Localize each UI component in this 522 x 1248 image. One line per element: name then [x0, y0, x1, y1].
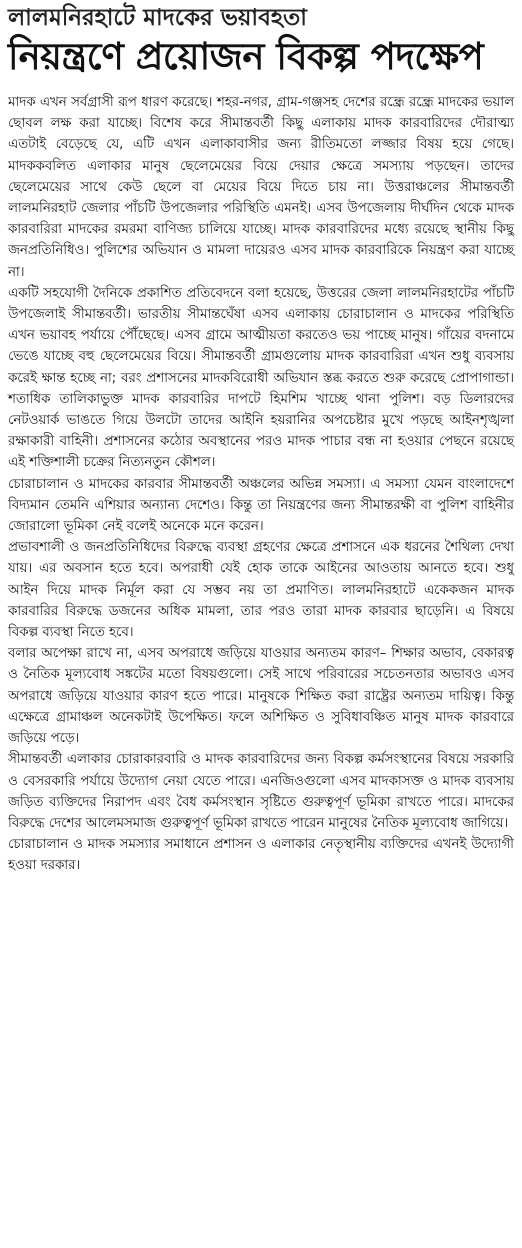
article-paragraph: মাদক এখন সর্বগ্রাসী রূপ ধারণ করেছে। শহর-নগর, গ্রাম-গঞ্জসহ দেশের রন্ধ্রে রন্ধ্রে মাদকের ভয়াল ছোবল লক্ষ করা যাচ্ছে। বিশেষ করে সীমান্তবর্তী কিছু এলাকায় মাদক কারবারিদের দৌরাত্ম্য এতটাই বেড়েছে যে, এটি এখন এলাকাবাসীর জন্য রীতিমতো লজ্জার বিষয় হয়ে গেছে। মাদককবলিত এলাকার মানুষ ছেলেমেয়ের বিয়ে দেয়ার ক্ষেত্রে সমস্যায় পড়ছেন। তাদের ছেলেমেয়ের সাথে কেউ ছেলে বা মেয়ের বিয়ে দিতে চায় না। উত্তরাঞ্চলের সীমান্তবর্তী লালমনিরহাট জেলার পাঁচটি উপজেলার পরিস্থিতি এমনই। এসব উপজেলায় দীর্ঘদিন থেকে মাদক কারবারিরা মাদকের রমরমা বাণিজ্য চালিয়ে যাচ্ছে। মাদক কারবারিদের মধ্যে রয়েছে স্থানীয় কিছু জনপ্রতিনিধিও। পুলিশের অভিযান ও মামলা দায়েরও এসব মাদক কারবারিকে নিয়ন্ত্রণ করা যাচ্ছে না। — [8, 95, 514, 280]
article-paragraph: সীমান্তবর্তী এলাকার চোরাকারবারি ও মাদক কারবারিদের জন্য বিকল্প কর্মসংস্থানের বিষয়ে সরকারি ও বেসরকারি পর্যায়ে উদ্যোগ নেয়া যেতে পারে। এনজিওগুলো এসব মাদকাসক্ত ও মাদক ব্যবসায় জড়িত ব্যক্তিদের নিরাপদ এবং বৈধ কর্মসংস্থান সৃষ্টিতে গুরুত্বপূর্ণ ভূমিকা রাখতে পারে। মাদকের বিরুদ্ধে দেশের আলেমসমাজ গুরুত্বপূর্ণ ভূমিকা রাখতে পারেন মানুষের নৈতিক মূল্যবোধ জাগিয়ে। — [8, 752, 514, 831]
article-headline: নিয়ন্ত্রণে প্রয়োজন বিকল্প পদক্ষেপ — [8, 35, 484, 78]
article-body — [8, 92, 514, 877]
article-paragraph: বলার অপেক্ষা রাখে না, এসব অপরাধে জড়িয়ে যাওয়ার অন্যতম কারণ– শিক্ষার অভাব, বেকারত্ব ও নৈতিক মূল্যবোধ সঙ্কটের মতো বিষয়গুলো। সেই সাথে পরিবারের সচেতনতার অভাবও এসব অপরাধে জড়িয়ে যাওয়ার কারণ হতে পারে। মানুষকে শিক্ষিত করা রাষ্ট্রের অন্যতম দায়িত্ব। কিন্তু এক্ষেত্রে গ্রামাঞ্চল অনেকটাই উপেক্ষিত। ফলে অশিক্ষিত ও সুবিধাবঞ্চিত মানুষ মাদক কারবারে জড়িয়ে পড়ে। — [8, 646, 514, 747]
article-kicker: লালমনিরহাটে মাদকের ভয়াবহতা — [8, 5, 307, 31]
article-paragraph: চোরাচালান ও মাদকের কারবার সীমান্তবর্তী অঞ্চলের অভিন্ন সমস্যা। এ সমস্যা যেমন বাংলাদেশে বিদ্যমান তেমনি এশিয়ার অন্যান্য দেশেও। কিন্তু তা নিয়ন্ত্রণের জন্য সীমান্তরক্ষী বা পুলিশ বাহিনীর জোরালো ভূমিকা নেই বলেই অনেকে মনে করেন। — [8, 476, 514, 535]
article-paragraph: প্রভাবশালী ও জনপ্রতিনিধিদের বিরুদ্ধে ব্যবস্থা গ্রহণের ক্ষেত্রে প্রশাসনে এক ধরনের শৈথিল্য দেখা যায়। এর অবসান হতে হবে। অপরাধী যেই হোক তাকে আইনের আওতায় আনতে হবে। শুধু আইন দিয়ে মাদক নির্মূল করা যে সম্ভব নয় তা প্রমাণিত। লালমনিরহাটে একেকজন মাদক কারবারির বিরুদ্ধে ডজনের অধিক মামলা, তার পরও তারা মাদক কারবার ছাড়েনি। এ বিষয়ে বিকল্প ব্যবস্থা নিতে হবে। — [8, 540, 514, 641]
article-paragraph: একটি সহযোগী দৈনিকে প্রকাশিত প্রতিবেদনে বলা হয়েছে, উত্তরের জেলা লালমনিরহাটের পাঁচটি উপজেলাই সীমান্তবর্তী। ভারতীয় সীমান্তঘেঁষা এসব এলাকায় চোরাচালান ও মাদকের পরিস্থিতি এখন ভয়াবহ পর্যায়ে পৌঁছেছে। এসব গ্রামে আত্মীয়তা করতেও ভয় পাচ্ছে মানুষ। গাঁয়ের বদনামে ভেঙে যাচ্ছে বহু ছেলেমেয়ের বিয়ে। সীমান্তবর্তী গ্রামগুলোয় মাদক কারবারিরা এখন শুধু ব্যবসায় করেই ক্ষান্ত হচ্ছে না; বরং প্রশাসনের মাদকবিরোধী অভিযান স্তব্ধ করতে শুরু করেছে প্রোপাগান্ডা। শতাধিক তালিকাভুক্ত মাদক কারবারির দাপটে হিমশিম খাচ্ছে থানা পুলিশ। বড় ডিলারদের নেটওয়ার্ক ভাঙতে গিয়ে উলটো তাদের আইনি হয়রানির অপচেষ্টার মুখে পড়ছে আইনশৃঙ্খলা রক্ষাকারী বাহিনী। প্রশাসনের কঠোর অবস্থানের পরও মাদক পাচার বন্ধ না হওয়ার পেছনে রয়েছে এই শক্তিশালী চক্রের নিত্যনতুন কৌশল। — [8, 285, 514, 471]
article-paragraph: চোরাচালান ও মাদক সমস্যার সমাধানে প্রশাসন ও এলাকার নেতৃস্থানীয় ব্যক্তিদের এখনই উদ্যোগী হওয়া দরকার। — [8, 837, 514, 874]
